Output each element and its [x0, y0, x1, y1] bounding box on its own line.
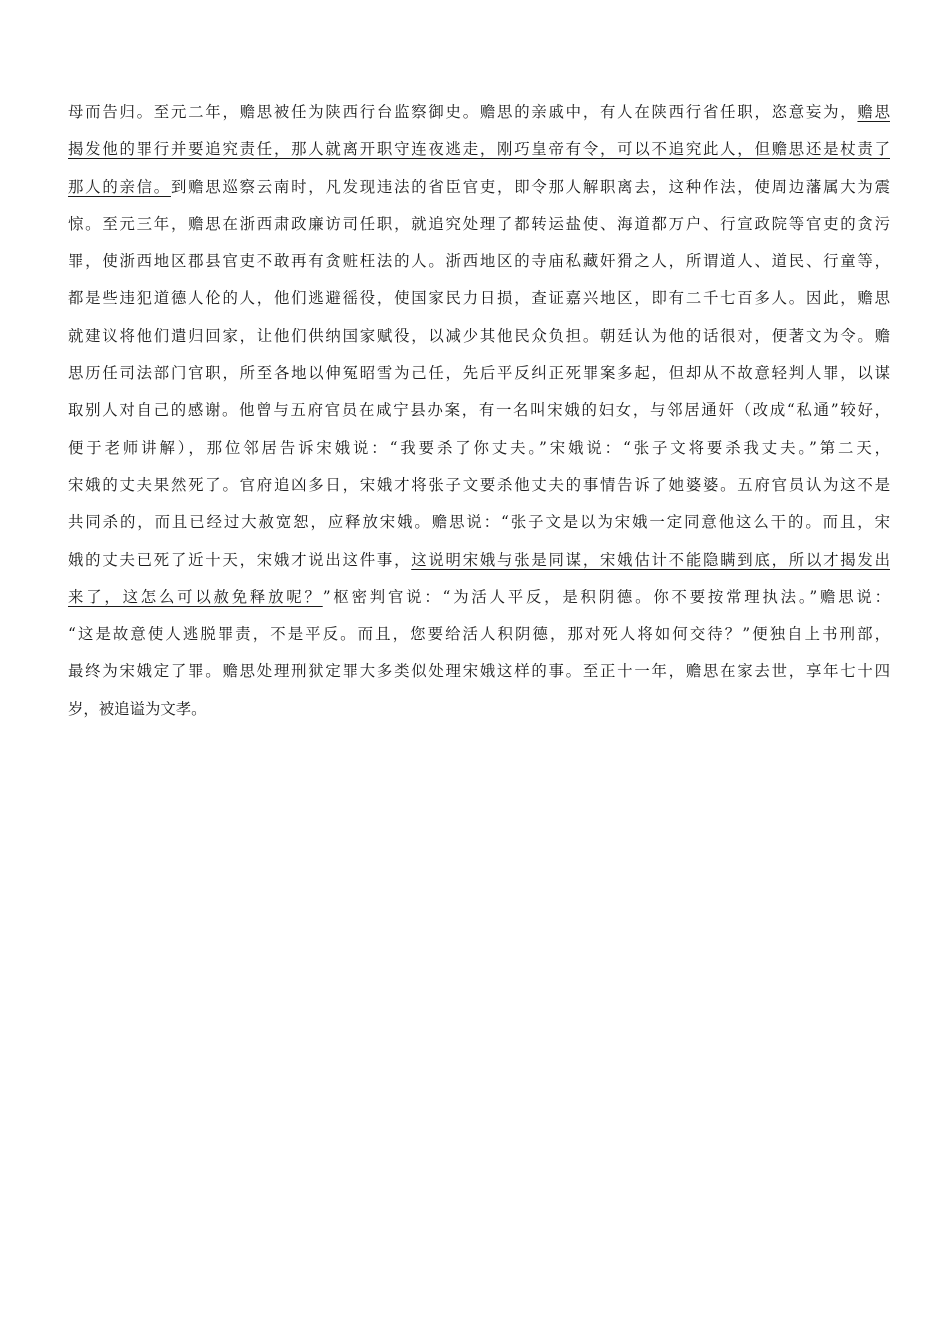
underlined-text: 赡思 — [857, 103, 890, 121]
text-line — [68, 318, 890, 355]
text-line — [68, 280, 890, 317]
text-line — [68, 691, 890, 728]
text-line — [68, 542, 890, 579]
text-line — [68, 504, 890, 541]
text-line — [68, 206, 890, 243]
text-segment: 都是些违犯道德人伦的人，他们逃避徭役，使国家民力日损，查证嘉兴地区，即有二千七百多人。因此，赡思 — [68, 289, 890, 308]
text-segment: ”枢密判官说：“为活人平反，是积阴德。你不要按常理执法。”赡思说： — [322, 587, 890, 606]
text-segment: 思历任司法部门官职，所至各地以伸冤昭雪为己任，先后平反纠正死罪案多起，但却从不故意轻判人罪，以谋 — [68, 364, 890, 383]
body-paragraph — [68, 94, 890, 728]
text-segment: 宋娥的丈夫果然死了。官府追凶多日，宋娥才将张子文要杀他丈夫的事情告诉了她婆婆。五府官员认为这不是 — [68, 475, 890, 494]
text-segment: 母而告归。至元二年，赡思被任为陕西行台监察御史。赡思的亲戚中，有人在陕西行省任职，恣意妄为， — [68, 103, 858, 121]
text-segment: 娥的丈夫已死了近十天，宋娥才说出这件事， — [68, 550, 412, 569]
text-segment: 岁，被追谥为文孝。 — [68, 699, 207, 718]
text-line — [68, 94, 890, 131]
text-line — [68, 616, 890, 653]
text-segment: 惊。至元三年，赡思在浙西肃政廉访司任职，就追究处理了都转运盐使、海道都万户、行宣政院等官吏的贪污 — [68, 214, 890, 233]
underlined-text: 那人的亲信。 — [68, 177, 171, 196]
text-segment: 就建议将他们遣归回家，让他们供纳国家赋役，以减少其他民众负担。朝廷认为他的话很对，便著文为令。赡 — [68, 326, 890, 345]
text-segment: 共同杀的，而且已经过大赦宽恕，应释放宋娥。赡思说：“张子文是以为宋娥一定同意他这么干的。而且，宋 — [68, 513, 890, 532]
text-line — [68, 169, 890, 206]
text-segment: 取别人对自己的感谢。他曾与五府官员在咸宁县办案，有一名叫宋娥的妇女，与邻居通奸（改成“私通”较好， — [68, 401, 890, 420]
text-segment: 便于老师讲解），那位邻居告诉宋娥说：“我要杀了你丈夫。”宋娥说：“张子文将要杀我丈夫。”第二天， — [68, 438, 890, 457]
text-line — [68, 579, 890, 616]
text-line — [68, 467, 890, 504]
underlined-text: 这说明宋娥与张是同谋，宋娥估计不能隐瞒到底，所以才揭发出 — [411, 550, 890, 569]
text-segment: “这是故意使人逃脱罪责，不是平反。而且，您要给活人积阴德，那对死人将如何交待？”便独自上书刑部， — [68, 625, 890, 644]
text-line — [68, 243, 890, 280]
text-line — [68, 392, 890, 429]
underlined-text: 揭发他的罪行并要追究责任，那人就离开职守连夜逃走，刚巧皇帝有令，可以不追究此人，但赡思还是杖责了 — [68, 140, 890, 159]
text-line — [68, 355, 890, 392]
text-line — [68, 653, 890, 690]
text-segment: 罪，使浙西地区郡县官吏不敢再有贪赃枉法的人。浙西地区的寺庙私藏奸猾之人，所谓道人、道民、行童等， — [68, 252, 890, 271]
text-line — [68, 131, 890, 168]
text-segment: 最终为宋娥定了罪。赡思处理刑狱定罪大多类似处理宋娥这样的事。至正十一年，赡思在家去世，享年七十四 — [68, 662, 890, 681]
text-segment: 到赡思巡察云南时，凡发现违法的省臣官吏，即令那人解职离去，这种作法，使周边藩属大为震 — [170, 177, 890, 196]
text-line — [68, 430, 890, 467]
underlined-text: 来了，这怎么可以赦免释放呢？ — [68, 587, 323, 606]
